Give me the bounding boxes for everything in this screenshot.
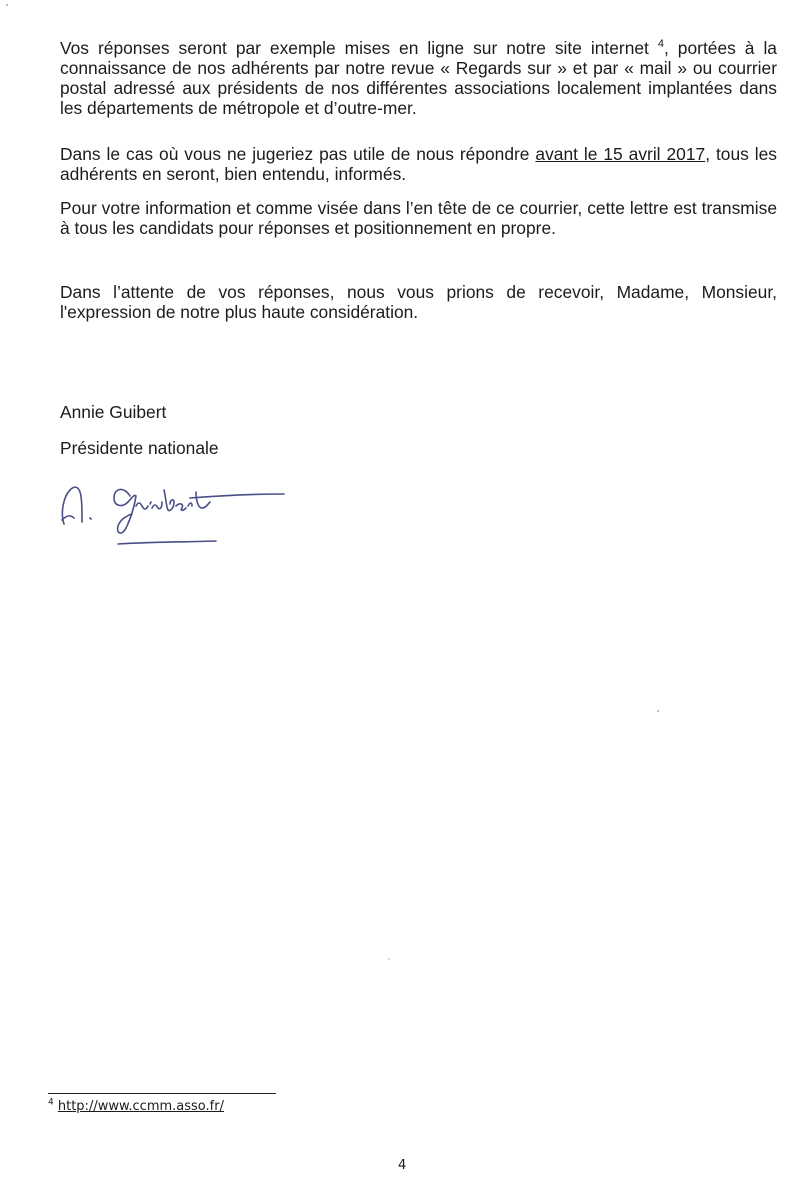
page-number: 4 <box>398 1158 407 1173</box>
paragraph-information: Pour votre information et comme visée dans l’en tête de ce courrier, cette lettre est transmise à tous les candidats pour réponses et positionnement en propre. <box>60 198 777 238</box>
paragraph-deadline-text-start: Dans le cas où vous ne jugeriez pas utile de nous répondre <box>60 144 536 164</box>
paragraph-publication <box>60 38 777 118</box>
paragraph-publication-text-start: Vos réponses seront par exemple mises en ligne sur notre site internet <box>60 38 649 58</box>
scan-speck <box>6 4 8 6</box>
deadline-date: avant le 15 avril 2017 <box>535 144 706 164</box>
paragraph-deadline-text-end: , tous les adhérents en seront, bien entendu, informés. <box>60 144 778 184</box>
signer-title: Présidente nationale <box>60 438 219 458</box>
paragraph-closing: Dans l’attente de vos réponses, nous vous prions de recevoir, Madame, Monsieur, l'expression de notre plus haute considération. <box>60 282 777 322</box>
handwritten-signature <box>56 474 296 554</box>
paragraph-publication-text-end: , portées à la connaissance de nos adhérents par notre revue « Regards sur » et par « mail » ou courrier postal adressé aux présidents de nos différentes associations localement implantées dans les départements de métropole et d’outre-mer. <box>60 38 777 118</box>
footnote-reference[interactable]: 4 <box>657 38 664 51</box>
scan-speck <box>657 710 659 712</box>
footnote <box>48 1099 224 1115</box>
footnote-number: 4 <box>48 1097 54 1108</box>
paragraph-deadline <box>60 144 777 184</box>
footnote-divider <box>48 1093 276 1094</box>
footnote-link[interactable]: http://www.ccmm.asso.fr/ <box>57 1099 224 1114</box>
signer-name: Annie Guibert <box>60 402 167 422</box>
scan-speck <box>388 958 390 960</box>
